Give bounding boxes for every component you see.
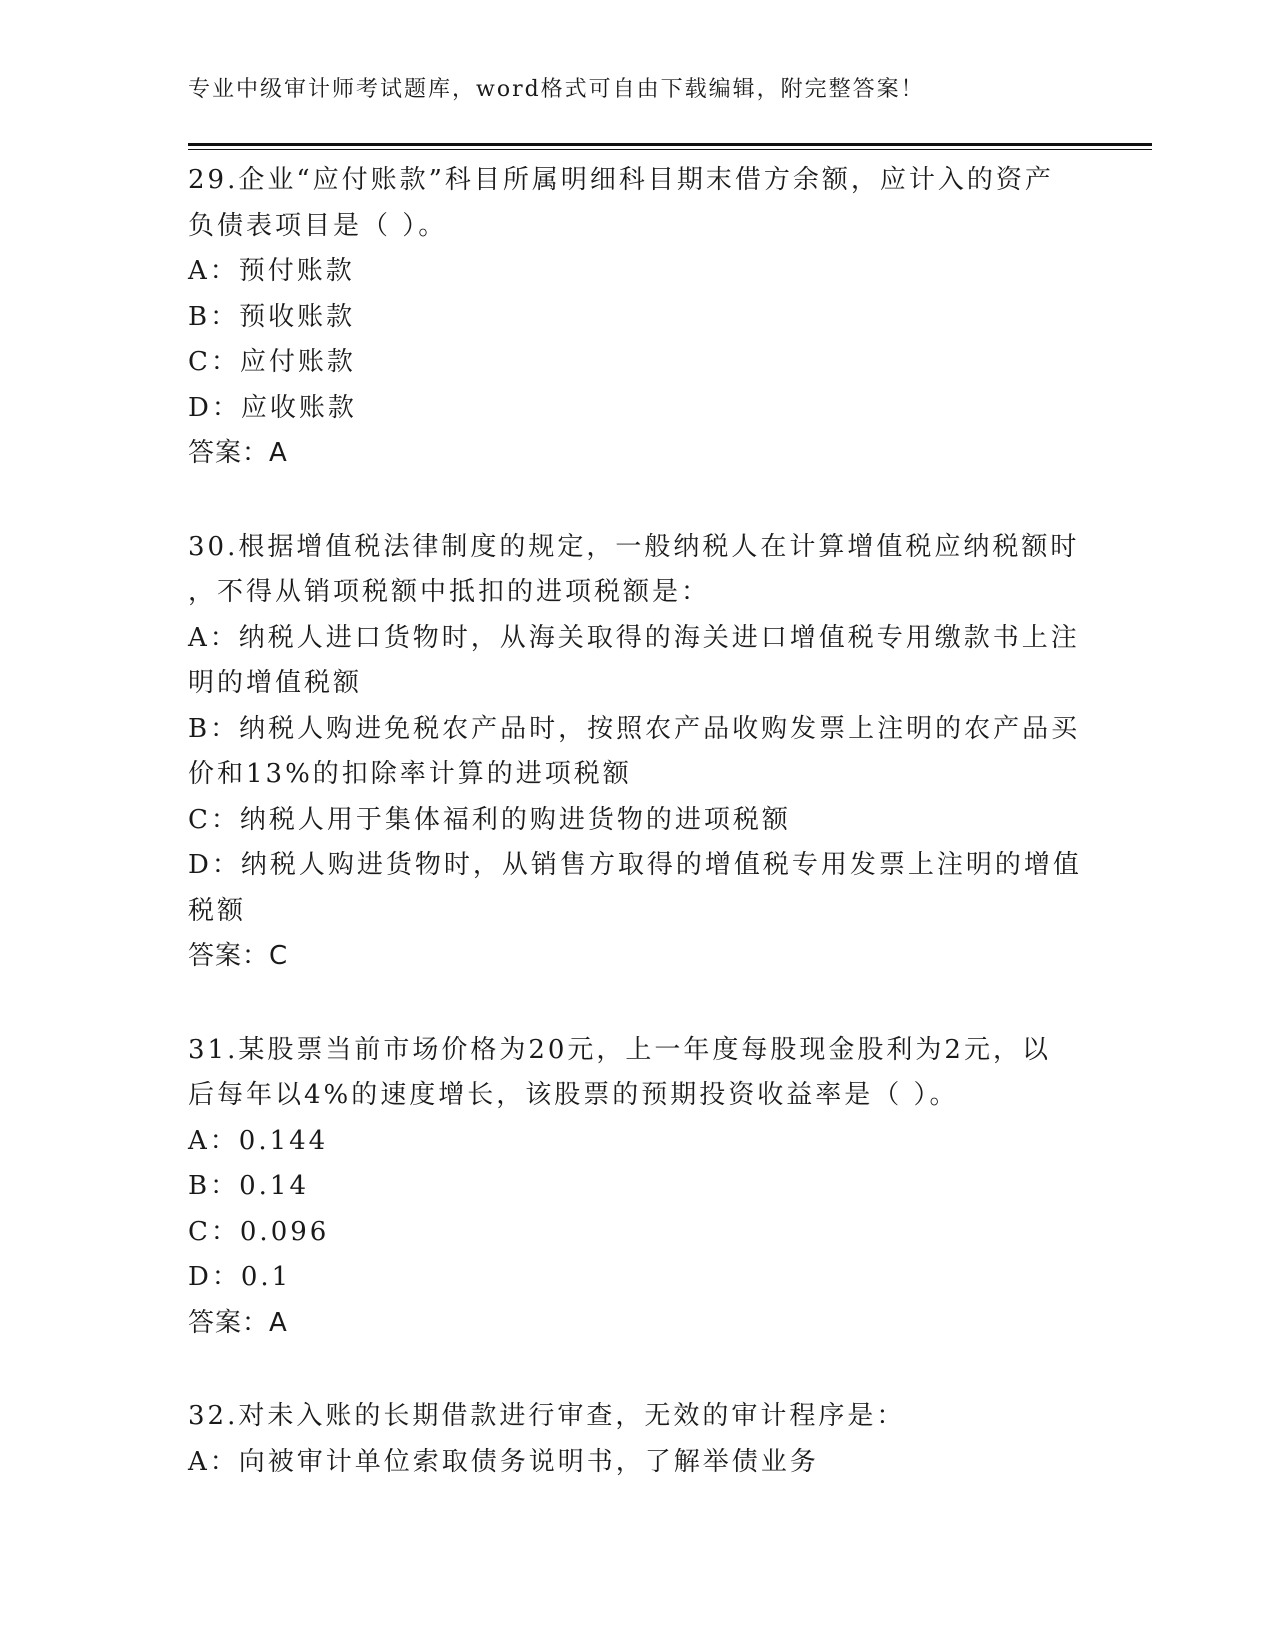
question-stem-line: 后每年以4%的速度增长，该股票的预期投资收益率是（ ）。 xyxy=(188,1080,959,1110)
question-31 xyxy=(188,1028,1088,1347)
page-header: 专业中级审计师考试题库，word格式可自由下载编辑，附完整答案！ xyxy=(188,77,925,102)
question-stem-line: 负债表项目是（ ）。 xyxy=(188,210,448,241)
question-stem-line: 29.企业“应付账款”科目所属明细科目期末借方余额，应计入的资产 xyxy=(188,165,1054,195)
option-line: C：纳税人用于集体福利的购进货物的进项税额 xyxy=(188,804,791,835)
option-line: C：0.096 xyxy=(188,1216,330,1247)
question-29 xyxy=(188,158,1088,477)
question-stem-line: ，不得从销项税额中抵扣的进项税额是： xyxy=(188,577,711,607)
option-line: 明的增值税额 xyxy=(188,668,363,698)
answer-line: 答案：C xyxy=(188,941,289,971)
question-stem-line: 31.某股票当前市场价格为20元，上一年度每股现金股利为2元，以 xyxy=(188,1034,1051,1065)
answer-line: 答案：A xyxy=(188,1307,288,1338)
question-30 xyxy=(188,525,1088,980)
question-stem-line: 32.对未入账的长期借款进行审查，无效的审计程序是： xyxy=(188,1401,906,1431)
question-32 xyxy=(188,1394,1088,1485)
option-line: A：0.144 xyxy=(188,1125,329,1156)
option-line: C：应付账款 xyxy=(188,347,356,377)
option-line: D：纳税人购进货物时，从销售方取得的增值税专用发票上注明的增值 xyxy=(188,850,1082,880)
option-line: A：预付账款 xyxy=(188,256,355,286)
question-list xyxy=(188,158,1088,1533)
option-line: A：纳税人进口货物时，从海关取得的海关进口增值税专用缴款书上注 xyxy=(188,622,1080,653)
header-rule-thin xyxy=(188,149,1152,150)
option-line: B：0.14 xyxy=(188,1171,309,1201)
option-line: 税额 xyxy=(188,895,247,926)
header-rule-thick xyxy=(188,143,1152,146)
question-stem-line: 30.根据增值税法律制度的规定，一般纳税人在计算增值税应纳税额时 xyxy=(188,531,1080,562)
option-line: D：应收账款 xyxy=(188,392,357,423)
option-line: 价和13%的扣除率计算的进项税额 xyxy=(188,759,632,789)
option-line: B：预收账款 xyxy=(188,301,356,332)
option-line: A：向被审计单位索取债务说明书，了解举债业务 xyxy=(188,1446,819,1477)
option-line: D：0.1 xyxy=(188,1262,292,1292)
answer-line: 答案：A xyxy=(188,438,288,468)
option-line: B：纳税人购进免税农产品时，按照农产品收购发票上注明的农产品买 xyxy=(188,713,1081,744)
